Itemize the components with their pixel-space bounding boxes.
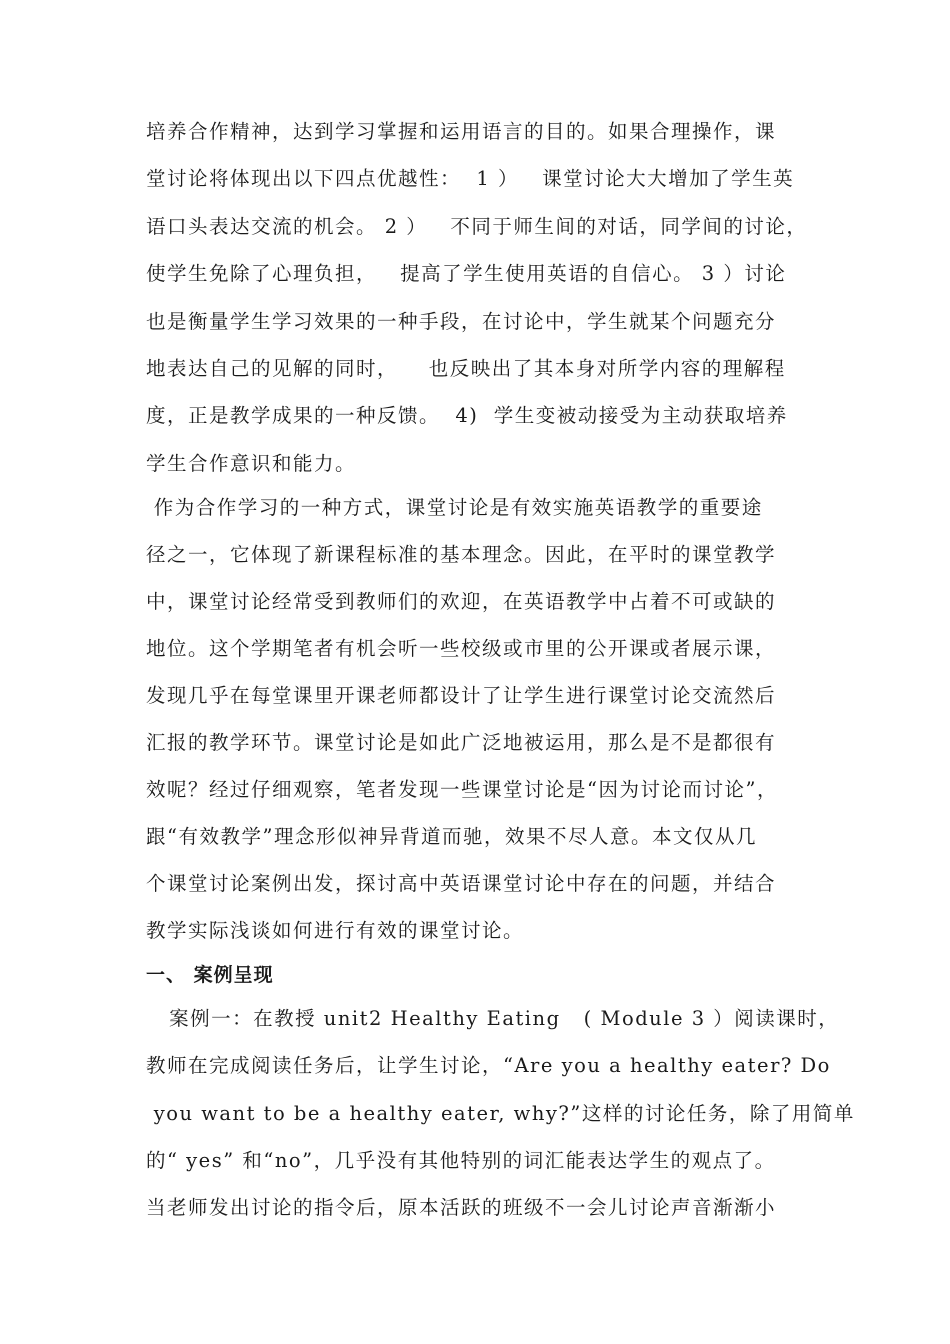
text-line: 培养合作精神，达到学习掌握和运用语言的目的。如果合理操作，课: [146, 120, 777, 143]
text-line: 作为合作学习的一种方式，课堂讨论是有效实施英语教学的重要途: [146, 496, 763, 519]
text-line: 学生合作意识和能力。: [146, 452, 357, 475]
text-line: 堂讨论将体现出以下四点优越性： 1 ） 课堂讨论大大增加了学生英: [146, 167, 795, 190]
text-line: 使学生免除了心理负担， 提高了学生使用英语的自信心。 3 ）讨论: [146, 262, 787, 285]
text-line: 效呢？经过仔细观察，笔者发现一些课堂讨论是“因为讨论而讨论”，: [146, 778, 778, 801]
text-line: 地位。这个学期笔者有机会听一些校级或市里的公开课或者展示课，: [146, 637, 777, 660]
text-line: 发现几乎在每堂课里开课老师都设计了让学生进行课堂讨论交流然后: [146, 684, 777, 707]
text-line: 跟“有效教学”理念形似神异背道而驰，效果不尽人意。本文仅从几: [146, 825, 757, 848]
text-line: 当老师发出讨论的指令后，原本活跃的班级不一会儿讨论声音渐渐小: [146, 1196, 777, 1219]
section-heading: 一、 案例呈现: [146, 964, 274, 986]
text-line: 教师在完成阅读任务后，让学生讨论，“Are you a healthy eater? Do: [146, 1054, 831, 1077]
text-line: 的“ yes” 和“no”，几乎没有其他特别的词汇能表达学生的观点了。: [146, 1149, 776, 1172]
text-line: 语口头表达交流的机会。 2 ） 不同于师生间的对话，同学间的讨论，: [146, 215, 808, 238]
text-line: 也是衡量学生学习效果的一种手段，在讨论中，学生就某个问题充分: [146, 310, 777, 333]
text-line: you want to be a healthy eater, why?”这样的讨论任务，除了用简单: [146, 1102, 855, 1125]
text-line: 地表达自己的见解的同时， 也反映出了其本身对所学内容的理解程: [146, 357, 786, 380]
text-line: 中，课堂讨论经常受到教师们的欢迎，在英语教学中占着不可或缺的: [146, 590, 777, 613]
text-line: 度，正是教学成果的一种反馈。 4) 学生变被动接受为主动获取培养: [146, 404, 788, 427]
text-line: 汇报的教学环节。课堂讨论是如此广泛地被运用，那么是不是都很有: [146, 731, 777, 754]
text-line: 个课堂讨论案例出发，探讨高中英语课堂讨论中存在的问题，并结合: [146, 872, 777, 895]
text-line: 案例一：在教授 unit2 Healthy Eating ( Module 3 ）阅读课时，: [146, 1007, 840, 1030]
text-line: 径之一，它体现了新课程标准的基本理念。因此，在平时的课堂教学: [146, 543, 777, 566]
text-line: 教学实际浅谈如何进行有效的课堂讨论。: [146, 919, 525, 942]
